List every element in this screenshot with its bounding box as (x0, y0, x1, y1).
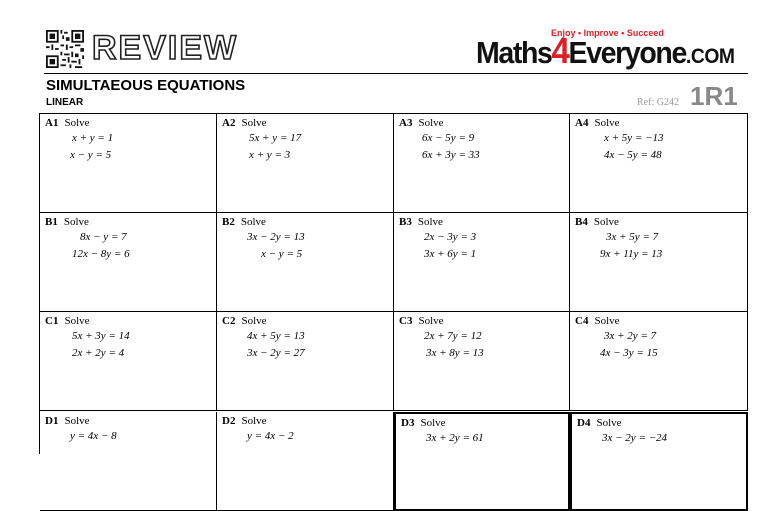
question-label: A1 Solve (45, 117, 90, 129)
equation-2: 4x − 3y = 15 (600, 347, 658, 359)
question-label: D4 Solve (577, 417, 622, 429)
question-label: B3 Solve (399, 216, 443, 228)
qr-code-icon (46, 30, 84, 68)
question-label: A4 Solve (575, 117, 620, 129)
equation-1: 3x − 2y = −24 (602, 432, 668, 444)
page-title: SIMULTAEOUS EQUATIONS (46, 77, 246, 94)
equation-1: 2x − 3y = 3 (424, 231, 477, 243)
equation-1: 3x − 2y = 13 (247, 231, 305, 243)
question-cell-b4 (570, 213, 748, 312)
question-cell-d2 (217, 412, 394, 511)
equation-1: 3x + 2y = 7 (604, 330, 657, 342)
equation-2: 3x + 8y = 13 (426, 347, 484, 359)
question-label: C2 Solve (222, 315, 267, 327)
question-cell-d4 (570, 412, 748, 511)
question-label: D3 Solve (401, 417, 446, 429)
equation-1: 3x + 5y = 7 (606, 231, 659, 243)
question-label: A3 Solve (399, 117, 444, 129)
question-cell-c2 (217, 312, 394, 411)
maths4everyone-logo (476, 28, 746, 72)
equation-1: x + y = 1 (72, 132, 114, 144)
question-label: B1 Solve (45, 216, 89, 228)
question-label: D2 Solve (222, 415, 267, 427)
question-label: C3 Solve (399, 315, 444, 327)
worksheet-code: 1R1 (690, 81, 738, 111)
question-grid (39, 113, 748, 454)
question-cell-c1 (40, 312, 217, 411)
question-cell-d1 (40, 412, 217, 511)
question-label: B2 Solve (222, 216, 266, 228)
question-label: A2 Solve (222, 117, 267, 129)
question-label: C4 Solve (575, 315, 620, 327)
review-heading: REVIEW (92, 29, 239, 67)
equation-1: 2x + 7y = 12 (424, 330, 482, 342)
equation-2: x + y = 3 (249, 149, 291, 161)
equation-1: 5x + 3y = 14 (72, 330, 130, 342)
equation-1: 8x − y = 7 (80, 231, 127, 243)
equation-1: 6x − 5y = 9 (422, 132, 475, 144)
question-cell-a1 (40, 114, 217, 213)
question-cell-b3 (394, 213, 570, 312)
equation-1: 4x + 5y = 13 (247, 330, 305, 342)
logo-wordmark: Maths4Everyone.COM (476, 30, 735, 71)
equation-1: x + 5y = −13 (604, 132, 664, 144)
reference-code: Ref: G242 (637, 97, 679, 108)
equation-1: 5x + y = 17 (249, 132, 302, 144)
question-cell-a4 (570, 114, 748, 213)
equation-1: y = 4x − 8 (70, 430, 117, 442)
question-cell-c3 (394, 312, 570, 411)
equation-2: x − y = 5 (70, 149, 112, 161)
header-divider (44, 73, 748, 74)
equation-2: 4x − 5y = 48 (604, 149, 662, 161)
equation-2: 3x + 6y = 1 (424, 248, 477, 260)
equation-2: x − y = 5 (261, 248, 303, 260)
equation-2: 9x + 11y = 13 (600, 248, 663, 260)
logo-tagline: Enjoy • Improve • Succeed (551, 28, 664, 38)
equation-1: 3x + 2y = 61 (426, 432, 484, 444)
page-subtitle: LINEAR (46, 97, 84, 108)
equation-2: 12x − 8y = 6 (72, 248, 130, 260)
question-label: C1 Solve (45, 315, 90, 327)
equation-1: y = 4x − 2 (247, 430, 294, 442)
question-label: B4 Solve (575, 216, 619, 228)
equation-2: 2x + 2y = 4 (72, 347, 125, 359)
question-cell-c4 (570, 312, 748, 411)
equation-2: 3x − 2y = 27 (247, 347, 305, 359)
question-label: D1 Solve (45, 415, 90, 427)
question-cell-b1 (40, 213, 217, 312)
question-cell-d3 (394, 412, 570, 511)
question-cell-b2 (217, 213, 394, 312)
question-cell-a2 (217, 114, 394, 213)
question-cell-a3 (394, 114, 570, 213)
equation-2: 6x + 3y = 33 (422, 149, 480, 161)
